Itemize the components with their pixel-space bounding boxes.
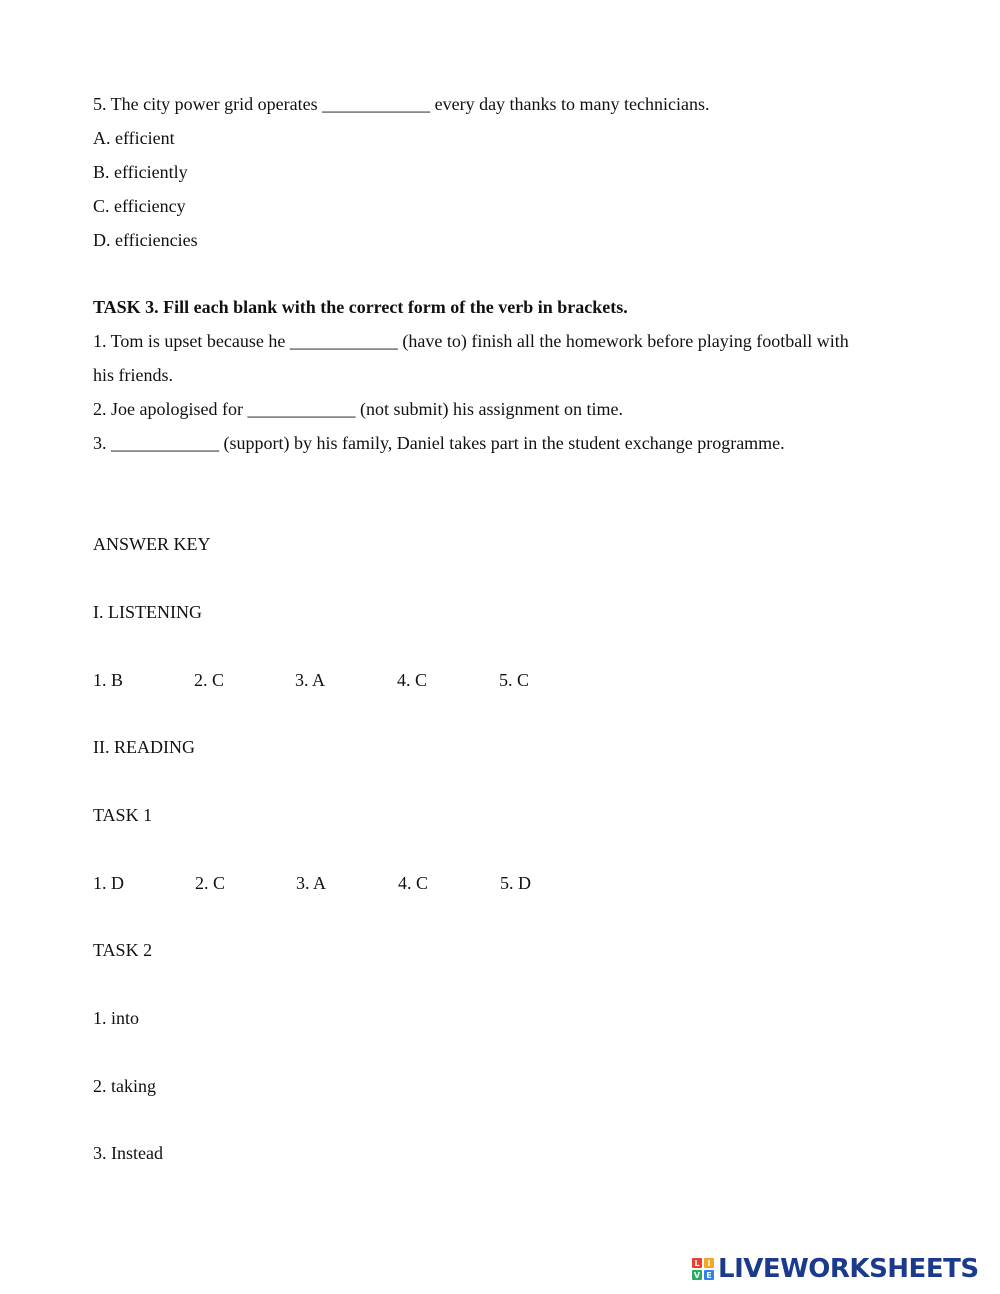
reading-task2-answer: 3. Instead [93,1143,163,1163]
task3-question-1-line-1: 1. Tom is upset because he ____________ (have to) finish all the homework before playing football with [93,331,849,351]
logo-text: LIVEWORKSHEETS [718,1254,979,1284]
reading-task2-heading: TASK 2 [93,940,153,960]
answer-key-title: ANSWER KEY [93,534,211,554]
logo-badge-letter: V [693,1270,701,1280]
task3-heading: TASK 3. Fill each blank with the correct form of the verb in brackets. [93,297,628,317]
logo-badge-letter: I [704,1258,714,1268]
logo-badge-letter: E [704,1270,714,1280]
listening-answer: 3. A [295,670,326,690]
liveworksheets-logo [692,1254,979,1284]
task3-question-3: 3. ____________ (support) by his family, Daniel takes part in the student exchange programme. [93,433,785,453]
reading-task1-answer: 2. C [195,873,226,893]
task3-question-1-line-2: his friends. [93,365,173,385]
option-a: A. efficient [93,128,175,148]
reading-task1-answer: 1. D [93,873,124,893]
option-d: D. efficiencies [93,230,198,250]
task3-question-2: 2. Joe apologised for ____________ (not submit) his assignment on time. [93,399,623,419]
listening-answer: 4. C [397,670,428,690]
reading-heading: II. READING [93,737,195,757]
logo-badge-icon [692,1258,714,1280]
option-c: C. efficiency [93,196,186,216]
listening-heading: I. LISTENING [93,602,202,622]
listening-answer: 1. B [93,670,124,690]
listening-answer: 2. C [194,670,225,690]
listening-answer: 5. C [499,670,530,690]
logo-badge-letter: L [692,1258,702,1268]
reading-task1-answer: 4. C [398,873,429,893]
reading-task2-answer: 2. taking [93,1076,156,1096]
question-5-text: 5. The city power grid operates ____________ every day thanks to many technicians. [93,94,710,114]
option-b: B. efficiently [93,162,188,182]
reading-task1-answer: 3. A [296,873,327,893]
reading-task1-heading: TASK 1 [93,805,153,825]
reading-task2-answer: 1. into [93,1008,140,1028]
reading-task1-answer: 5. D [500,873,531,893]
